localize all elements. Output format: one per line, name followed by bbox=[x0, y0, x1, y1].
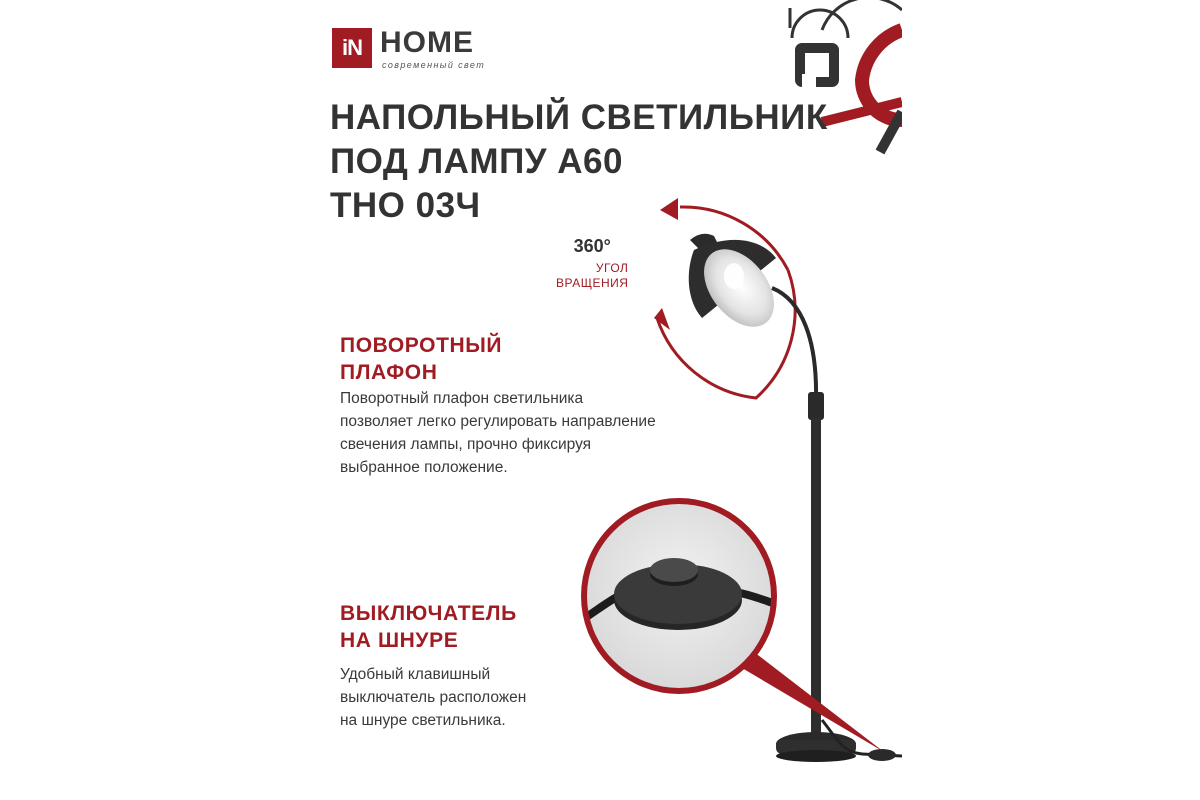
rotation-caption-line-1: УГОЛ bbox=[595, 261, 629, 275]
logo-tagline: современный свет bbox=[382, 60, 486, 70]
product-card bbox=[302, 0, 902, 800]
logo-name: HOME bbox=[380, 26, 474, 59]
feature-shade-heading-line-2: ПЛАФОН bbox=[340, 361, 438, 384]
rotation-caption-line-2: ВРАЩЕНИЯ bbox=[556, 276, 629, 290]
feature-switch-text-line-2: выключатель расположен bbox=[340, 689, 527, 706]
feature-switch-text-line-3: на шнуре светильника. bbox=[340, 712, 506, 729]
feature-shade-text-line-4: выбранное положение. bbox=[340, 459, 508, 476]
feature-switch-heading-line-1: ВЫКЛЮЧАТЕЛЬ bbox=[340, 602, 517, 625]
feature-shade-heading bbox=[340, 332, 502, 386]
title-line-3: ТНО 03Ч bbox=[330, 186, 481, 225]
title-line-2: ПОД ЛАМПУ А60 bbox=[330, 142, 623, 181]
title-line-1: НАПОЛЬНЫЙ СВЕТИЛЬНИК bbox=[330, 98, 828, 137]
feature-shade-text-line-1: Поворотный плафон светильника bbox=[340, 390, 584, 407]
feature-shade-text-line-3: свечения лампы, прочно фиксируя bbox=[340, 436, 592, 453]
feature-switch-heading-line-2: НА ШНУРЕ bbox=[340, 629, 459, 652]
feature-shade-text bbox=[340, 387, 700, 479]
rotation-caption bbox=[556, 261, 628, 291]
rotation-degrees: 360° bbox=[573, 236, 611, 256]
logo-mark: iN bbox=[332, 28, 372, 68]
feature-switch-heading bbox=[340, 600, 517, 654]
feature-shade-heading-line-1: ПОВОРОТНЫЙ bbox=[340, 334, 503, 357]
feature-switch-text-line-1: Удобный клавишный bbox=[340, 666, 491, 683]
rotation-label bbox=[556, 236, 628, 291]
feature-shade-text-line-2: позволяет легко регулировать направление bbox=[340, 413, 656, 430]
product-title bbox=[330, 96, 850, 228]
feature-switch-text bbox=[340, 663, 700, 732]
